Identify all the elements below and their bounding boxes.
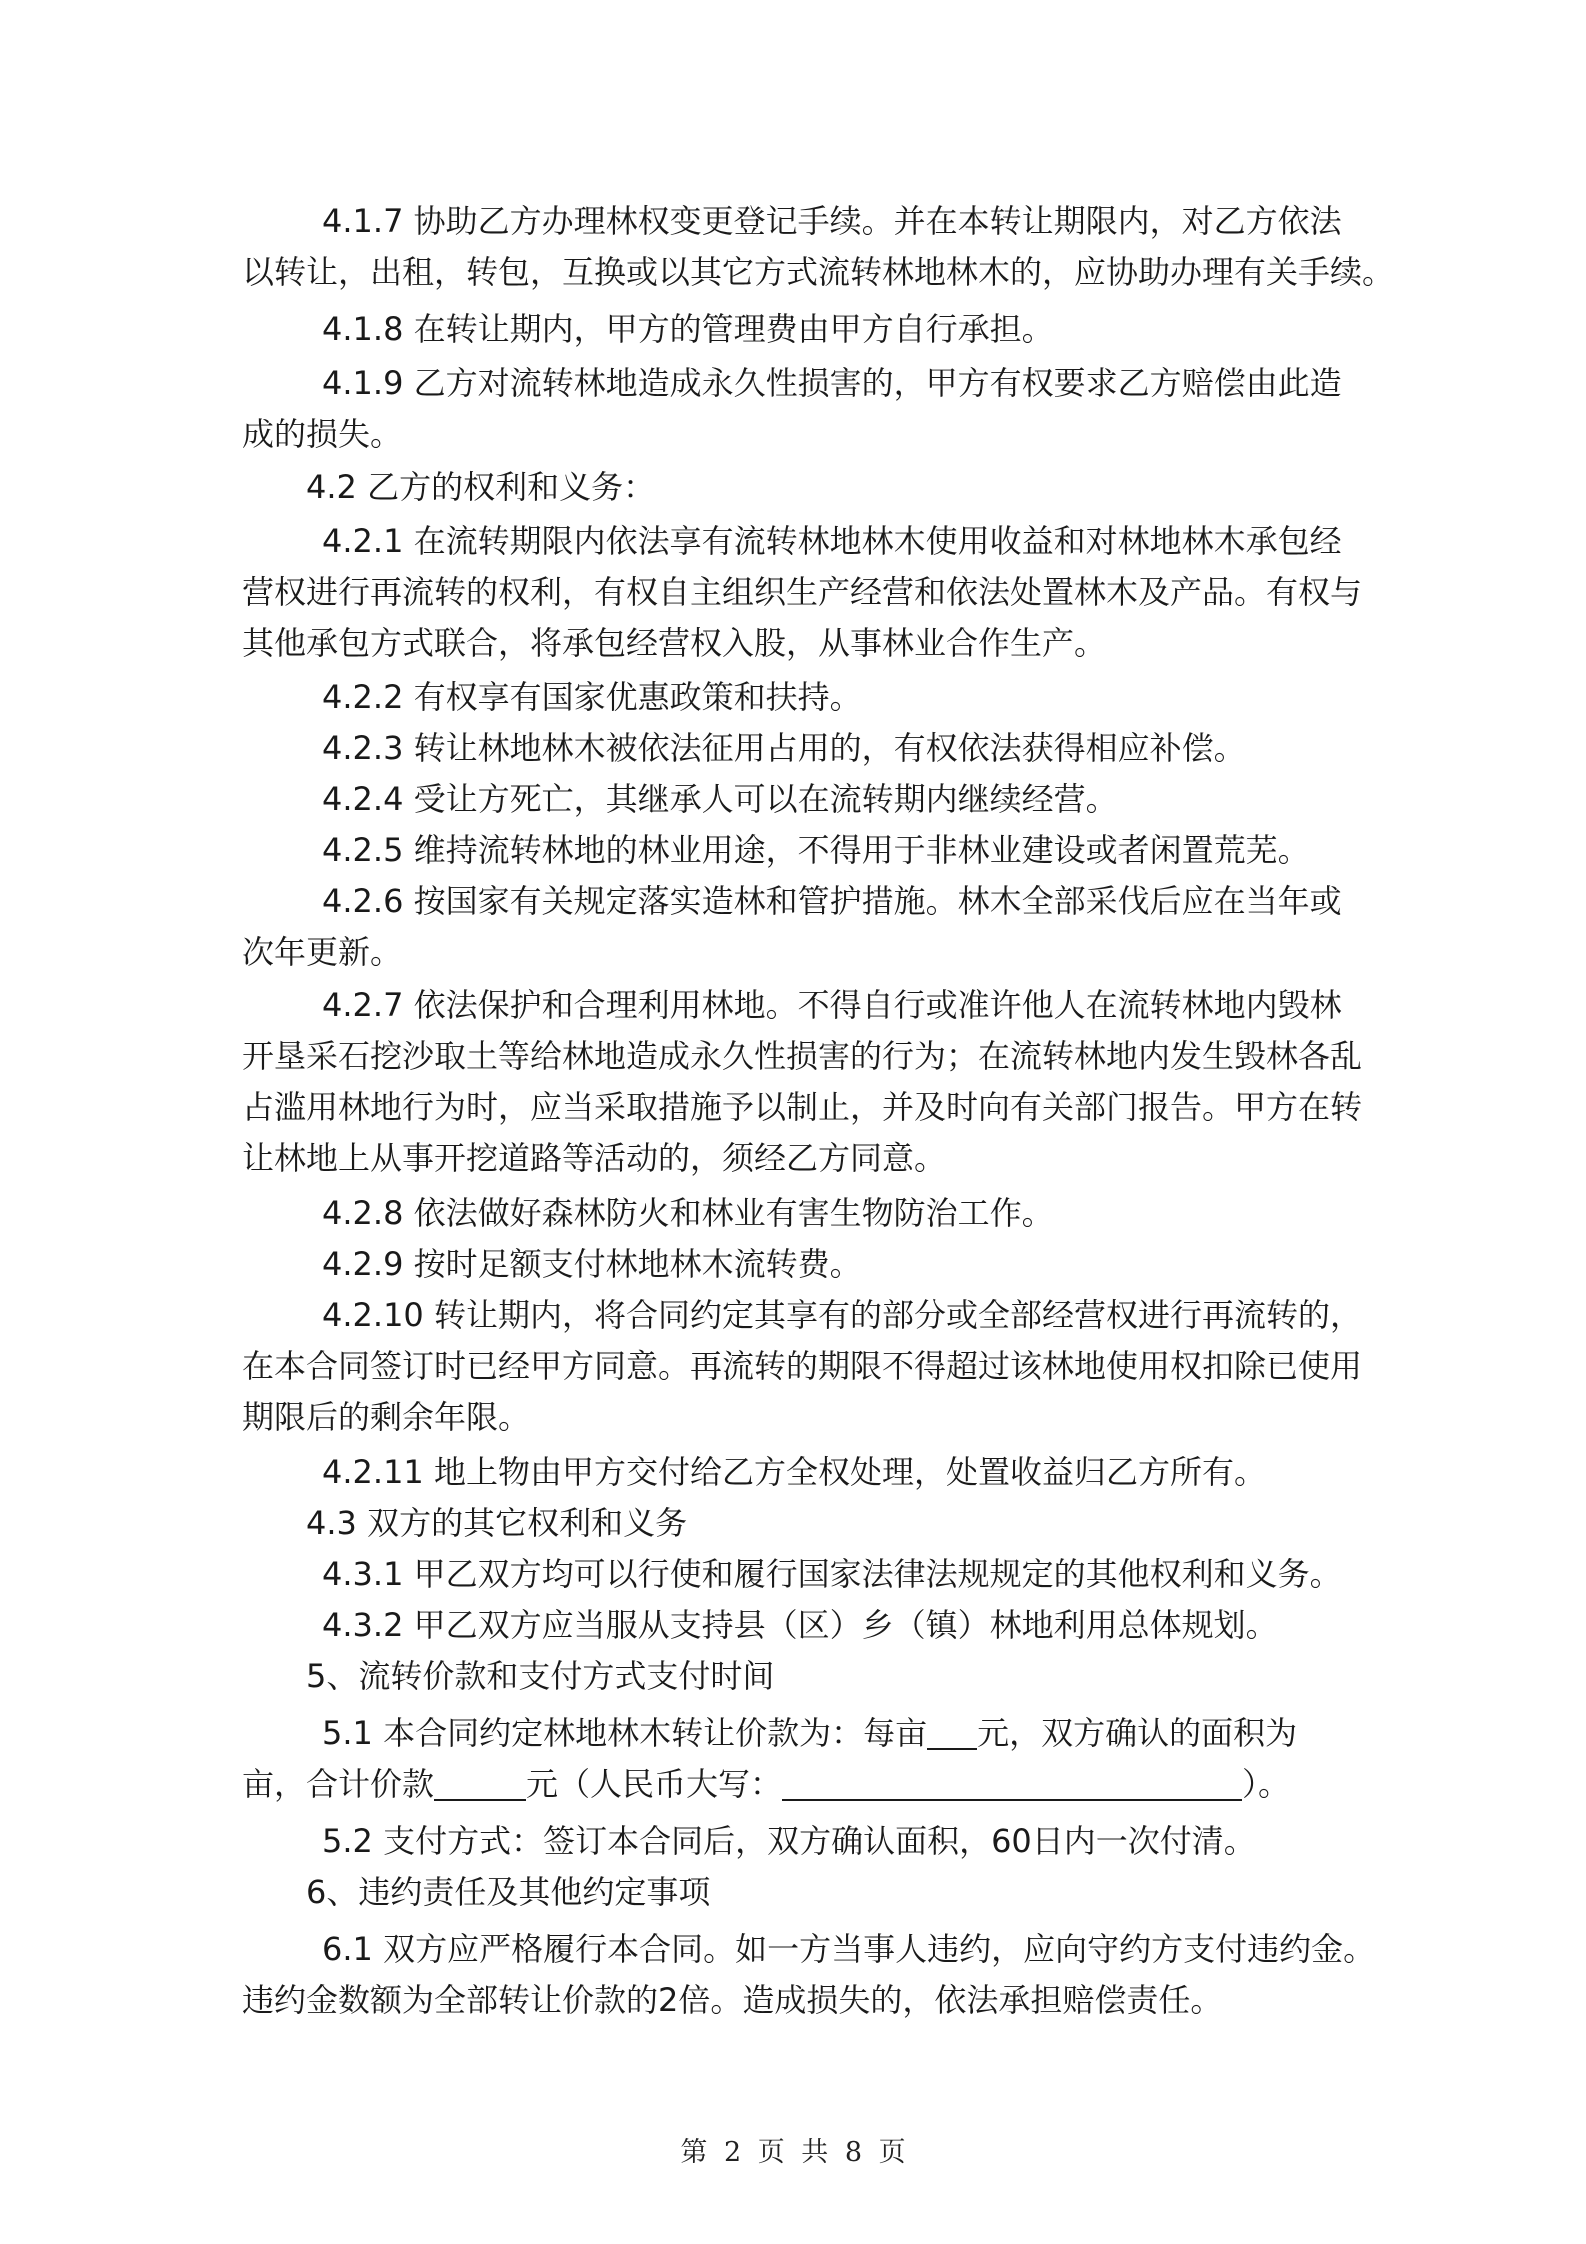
clause-5-1 bbox=[242, 1708, 1362, 1810]
clause-line bbox=[242, 1759, 1362, 1810]
clause-line: 成的损失。 bbox=[242, 415, 403, 453]
section-heading: 4.2 乙方的权利和义务： bbox=[306, 468, 656, 506]
clause-4-2-11 bbox=[242, 1447, 1362, 1498]
clause-line: 4.2.11 地上物由甲方交付给乙方全权处理，处置收益归乙方所有。 bbox=[322, 1453, 1266, 1491]
clause-line: 4.2.10 转让期内，将合同约定其享有的部分或全部经营权进行再流转的， bbox=[322, 1296, 1362, 1334]
section-6-heading bbox=[242, 1867, 1362, 1918]
clause-text: 元，双方确认的面积为 bbox=[977, 1714, 1298, 1752]
clause-text: 元（人民币大写： bbox=[526, 1765, 783, 1803]
clause-line: 开垦采石挖沙取土等给林地造成永久性损害的行为；在流转林地内发生毁林各乱 bbox=[242, 1037, 1363, 1075]
section-heading: 4.3 双方的其它权利和义务 bbox=[306, 1504, 688, 1542]
clause-line: 4.1.7 协助乙方办理林权变更登记手续。并在本转让期限内，对乙方依法 bbox=[322, 202, 1342, 240]
clause-4-2-7 bbox=[242, 980, 1362, 1184]
clause-line: 在本合同签订时已经甲方同意。再流转的期限不得超过该林地使用权扣除已使用 bbox=[242, 1347, 1363, 1385]
clause-text: 5.1 本合同约定林地林木转让价款为：每亩 bbox=[322, 1714, 928, 1752]
clause-line: 5.2 支付方式：签订本合同后，双方确认面积，60日内一次付清。 bbox=[322, 1822, 1256, 1860]
clause-4-3-2 bbox=[242, 1600, 1362, 1651]
clause-4-2-5 bbox=[242, 825, 1362, 876]
price-per-mu-blank[interactable] bbox=[927, 1712, 977, 1750]
clause-line: 4.2.5 维持流转林地的林业用途，不得用于非林业建设或者闲置荒芜。 bbox=[322, 831, 1310, 869]
clause-4-2-4 bbox=[242, 774, 1362, 825]
clause-line: 6.1 双方应严格履行本合同。如一方当事人违约，应向守约方支付违约金。 bbox=[322, 1930, 1376, 1968]
total-price-blank[interactable] bbox=[434, 1763, 526, 1801]
clause-line: 4.2.3 转让林地林木被依法征用占用的，有权依法获得相应补偿。 bbox=[322, 729, 1246, 767]
section-heading: 6、违约责任及其他约定事项 bbox=[306, 1873, 711, 1911]
clause-4-2-3 bbox=[242, 723, 1362, 774]
clause-line: 违约金数额为全部转让价款的2倍。造成损失的，依法承担赔偿责任。 bbox=[242, 1981, 1223, 2019]
clause-line: 4.2.1 在流转期限内依法享有流转林地林木使用收益和对林地林木承包经 bbox=[322, 522, 1342, 560]
clause-line: 次年更新。 bbox=[242, 933, 403, 971]
section-heading: 5、流转价款和支付方式支付时间 bbox=[306, 1657, 775, 1695]
section-5-heading bbox=[242, 1651, 1362, 1702]
amount-in-words-blank[interactable] bbox=[782, 1763, 1242, 1801]
clause-line: 4.3.1 甲乙双方均可以行使和履行国家法律法规规定的其他权利和义务。 bbox=[322, 1555, 1342, 1593]
clause-5-2 bbox=[242, 1816, 1362, 1867]
clause-4-2-10 bbox=[242, 1290, 1362, 1443]
clause-line: 4.2.6 按国家有关规定落实造林和管护措施。林木全部采伐后应在当年或 bbox=[322, 882, 1342, 920]
clause-4-2-1 bbox=[242, 516, 1362, 669]
section-4-2-heading bbox=[242, 462, 1362, 513]
clause-text: 亩，合计价款 bbox=[242, 1765, 435, 1803]
clause-4-3-1 bbox=[242, 1549, 1362, 1600]
clause-4-1-7 bbox=[242, 196, 1395, 298]
clause-line: 期限后的剩余年限。 bbox=[242, 1398, 531, 1436]
clause-4-2-2 bbox=[242, 672, 1362, 723]
clause-line: 其他承包方式联合，将承包经营权入股，从事林业合作生产。 bbox=[242, 624, 1107, 662]
clause-4-2-9 bbox=[242, 1239, 1362, 1290]
clause-line: 4.2.9 按时足额支付林地林木流转费。 bbox=[322, 1245, 862, 1283]
clause-6-1 bbox=[242, 1924, 1376, 2026]
clause-line: 4.3.2 甲乙双方应当服从支持县（区）乡（镇）林地利用总体规划。 bbox=[322, 1606, 1278, 1644]
clause-line: 让林地上从事开挖道路等活动的，须经乙方同意。 bbox=[242, 1139, 947, 1177]
clause-line bbox=[242, 1708, 1362, 1759]
page-number-footer: 第 2 页 共 8 页 bbox=[680, 2137, 906, 2168]
clause-line: 占滥用林地行为时，应当采取措施予以制止，并及时向有关部门报告。甲方在转 bbox=[242, 1088, 1363, 1126]
clause-4-1-9 bbox=[242, 358, 1362, 460]
clause-4-1-8 bbox=[242, 304, 1362, 355]
clause-line: 4.1.8 在转让期内，甲方的管理费由甲方自行承担。 bbox=[322, 310, 1054, 348]
clause-line: 4.1.9 乙方对流转林地造成永久性损害的，甲方有权要求乙方赔偿由此造 bbox=[322, 364, 1342, 402]
clause-text: ）。 bbox=[1242, 1765, 1291, 1803]
section-4-3-heading bbox=[242, 1498, 1362, 1549]
clause-4-2-6 bbox=[242, 876, 1362, 978]
clause-line: 4.2.4 受让方死亡，其继承人可以在流转期内继续经营。 bbox=[322, 780, 1118, 818]
clause-line: 4.2.8 依法做好森林防火和林业有害生物防治工作。 bbox=[322, 1194, 1054, 1232]
clause-line: 以转让，出租，转包，互换或以其它方式流转林地林木的，应协助办理有关手续。 bbox=[242, 253, 1395, 291]
clause-4-2-8 bbox=[242, 1188, 1362, 1239]
clause-line: 营权进行再流转的权利，有权自主组织生产经营和依法处置林木及产品。有权与 bbox=[242, 573, 1363, 611]
clause-line: 4.2.2 有权享有国家优惠政策和扶持。 bbox=[322, 678, 862, 716]
clause-line: 4.2.7 依法保护和合理利用林地。不得自行或准许他人在流转林地内毁林 bbox=[322, 986, 1342, 1024]
